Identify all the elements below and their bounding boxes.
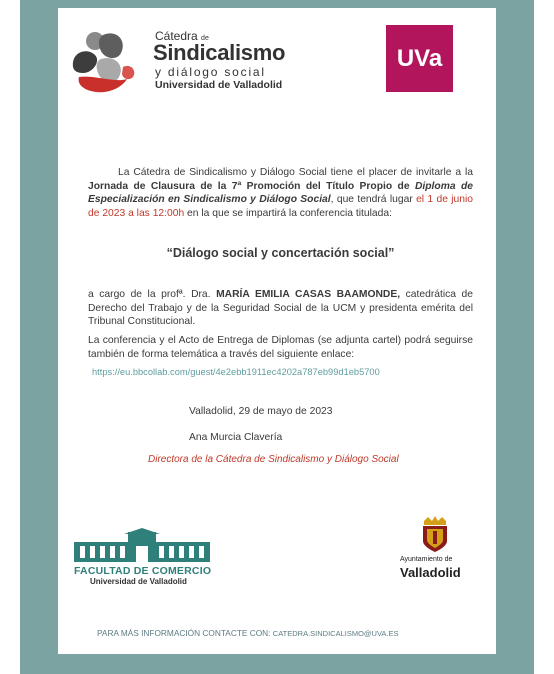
catedra-logo-icon — [65, 27, 155, 97]
catedra-line-1: Cátedra de — [155, 29, 209, 43]
place-date: Valladolid, 29 de mayo de 2023 — [189, 406, 333, 417]
coat-of-arms-icon — [418, 515, 452, 553]
facultad-logo — [72, 528, 212, 584]
facultad-line-1: FACULTAD DE COMERCIO — [74, 565, 212, 577]
catedra-line-4: Universidad de Valladolid — [155, 79, 283, 91]
ayuntamiento-line-2: Valladolid — [400, 565, 461, 580]
ayuntamiento-logo — [398, 515, 473, 585]
catedra-line-3: y diálogo social — [155, 65, 266, 79]
catedra-line-2: Sindicalismo — [153, 40, 286, 65]
signer-role: Directora de la Cátedra de Sindicalismo y Diálogo Social — [148, 454, 399, 465]
footer-email[interactable]: CATEDRA.SINDICALISMO@UVA.ES — [272, 629, 399, 638]
speaker-paragraph: a cargo de la profª. Dra. MARÍA EMILIA CASAS BAAMONDE, catedrática de Derecho del Trabajo y de la Seguridad Social de la UCM y presidenta emérita del Tribunal Constitucional. — [88, 289, 474, 327]
footer-contact: PARA MÁS INFORMACIÓN CONTACTE CON: CATEDRA.SINDICALISMO@UVA.ES — [97, 628, 399, 638]
catedra-logo — [65, 27, 295, 97]
ayuntamiento-line-1: Ayuntamiento de — [400, 556, 453, 563]
uva-logo: UVa — [386, 25, 453, 92]
conference-title: “Diálogo social y concertación social” — [166, 246, 395, 260]
online-paragraph: La conferencia y el Acto de Entrega de Diplomas (se adjunta cartel) podrá seguirse también de forma telemática a través del siguiente enlace: — [88, 335, 473, 360]
building-icon — [72, 528, 212, 564]
conference-link[interactable]: https://eu.bbcollab.com/guest/4e2ebb1911ec4202a787eb99d1eb5700 — [92, 367, 380, 377]
signer-name: Ana Murcia Clavería — [189, 432, 283, 443]
facultad-line-2: Universidad de Valladolid — [90, 577, 187, 586]
intro-paragraph: La Cátedra de Sindicalismo y Diálogo Social tiene el placer de invitarle a la Jornada de Clausura de la 7ª Promoción del Título Propio de Diploma de Especialización en Sindicalismo y Diálogo Social, que tendrá lugar el 1 de junio de 2023 a las 12:00h en la que se impartirá la conferencia titulada: — [88, 167, 474, 219]
